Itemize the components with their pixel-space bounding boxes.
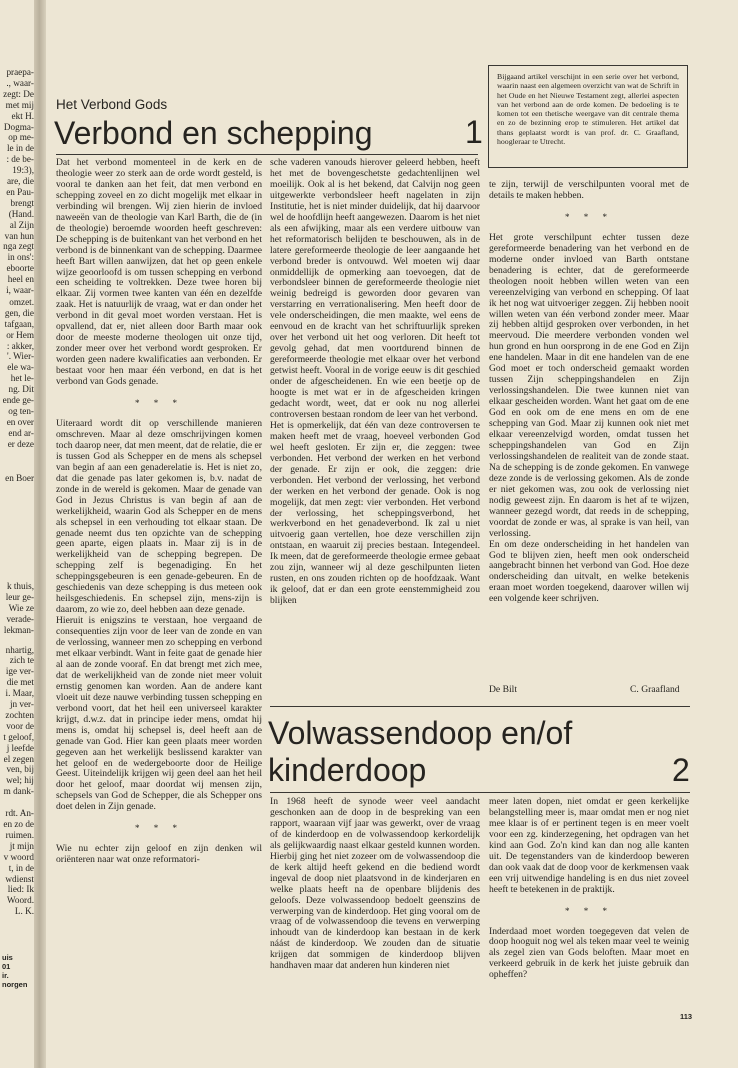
previous-page-line: jn ver- <box>9 699 34 709</box>
paragraph: In 1968 heeft de synode weer veel aandacht geschonken aan de doop in de bespreking van een rapport, waaraan vijf jaar was gewerkt, over de vraag of de kinderdoop en de volwassendoop kerkordelijk als gelijkwaardig naast elkaar gesteld kunnen worden. Hierbij ging het niet zozeer om de volwassendoop die de kerk altijd heeft gekend en die bediend wordt ingeval de doop niet plaatsvond in de kinderjaren en welke plaats heeft na de openbare blijdenis des geloofs. Deze volwassendoop bedoelt geenszins de verwerping van de kinderdoop. Het ging vooral om de vraag of de volwassendoop die tevens en verwerping inhoudt van de kinderdoop kan bestaan in de kerk náást de kinderdoop. We zouden dan de situatie krijgen dat sommigen de kinderdoop blijven handhaven maar dat anderen hun kinderen niet <box>270 797 480 972</box>
previous-page-line: tafgaan, <box>4 318 34 329</box>
article2-title <box>268 715 572 789</box>
previous-page-line: gen, die <box>4 307 34 318</box>
previous-page-line: : de be- <box>6 154 34 165</box>
section-label: Het Verbond Gods <box>56 97 168 112</box>
page-fold <box>34 0 46 1068</box>
previous-page-line: og ten- <box>8 405 34 416</box>
previous-page-line: er deze <box>7 438 34 449</box>
previous-page-line: j leefde <box>6 742 34 753</box>
previous-page-line: heel en <box>7 274 34 285</box>
previous-page-line: nhartig, <box>5 644 34 655</box>
previous-page-line: ng. Dit <box>8 384 34 395</box>
previous-page-line: brengt <box>10 197 34 208</box>
previous-page-line: el zegen <box>3 753 34 764</box>
paragraph: Hieruit is enigszins te verstaan, hoe vergaand de consequenties zijn voor de leer van de zonde en van de verlossing, wanneer men zo schepping en verbond met elkaar verbindt. Want in feite gaat de genade hier al aan de zonde vooraf. En dat brengt met zich mee, dat de werkelijkheid van de zonde niet meer voluit ernstig genomen kan worden. Aan de andere kant vloeit uit deze nauwe verbinding tussen schepping en verbond voort, dat het heil een universeel karakter krijgt, d.w.z. dat in principe ieder mens, omdat hij mens is, omdat hij schepsel is, deel heeft aan de genade van God. Hier kan geen plaats meer worden gegeven aan het werkelijk beslissend karakter van het geloof en de wedergeboorte door de Heilige Geest. Uiteindelijk krijgen wij geen deel aan het heil door het geloof, maar doordat wij mensen zijn, schepsels van God de Schepper, die als Schepper ons doet delen in Zijn genade. <box>56 615 262 813</box>
paragraph: Dat het verbond momenteel in de kerk en de theologie weer zo sterk aan de orde wordt gesteld, is vooral te danken aan het feit, dat men verbond en schepping zoveel en zo dicht mogelijk met elkaar in verbinding wil brengen. Wij zien hierin de invloed naweeën van de theologie van Karl Barth, die de (in de theologie) beroemde woorden heeft geschreven: De schepping is de buitenkant van het verbond en het verbond is de binnenkant van de schepping. Daarmee heeft Bart willen aanwijzen, dat het op geen enkele wijze geoorloofd is om tussen schepping en verbond een scheiding te voltrekken. Deze twee horen bij elkaar. Zij vormen twee kanten van één en dezelfde zaak. Het is natuurlijk de vraag, wat er dan onder het verbond in dit geval moet worden verstaan. Het is opvallend, dat er, niet alleen door Barth maar ook door de meeste moderne theologen uit onze tijd, zonder meer over het verbond wordt gesproken. Er worden geen nadere kwalificaties aan verbonden. Er bestaat voor hen maar één verbond, en dat is het verbond van Gods genade. <box>56 158 262 388</box>
previous-page-line: L. K. <box>14 906 34 917</box>
previous-page-line: or Hem <box>6 329 34 340</box>
article-number: 1 <box>465 114 483 150</box>
previous-page-line: het le- <box>10 373 34 384</box>
previous-page-note: uis <box>2 953 13 962</box>
section-divider: * * * <box>565 905 613 916</box>
previous-page-line: verade- <box>6 613 34 624</box>
previous-page-line: i, waar- <box>6 285 34 295</box>
previous-page-note: norgen <box>2 980 28 989</box>
previous-page-line: op me- <box>8 132 34 143</box>
article1-column-2 <box>270 158 480 693</box>
previous-page-line: ., waar- <box>6 77 34 88</box>
previous-page-line: ige ver- <box>5 666 34 677</box>
previous-page-line: rdt. An- <box>5 808 34 819</box>
previous-page-line: (Hand. <box>8 208 34 219</box>
previous-page-note: ir. <box>2 971 9 980</box>
previous-page-line: ende ge- <box>2 395 34 405</box>
author: C. Graafland <box>630 684 680 695</box>
paragraph: En om deze onderscheiding in het handelen van God te blijven zien, heeft men ook onderscheid aangebracht binnen het verbond van God. Hoe deze onderscheiding dan uitvalt, en welke betekenis eraan moet worden toegekend, daarover willen wij een volgende keer schrijven. <box>489 538 689 605</box>
previous-page-line: in ons': <box>7 252 34 263</box>
previous-page-line: 19:3), <box>12 165 34 176</box>
previous-page-line: Woord. <box>6 895 34 906</box>
previous-page-line: en Pau- <box>6 186 34 197</box>
previous-page-line: en zo de <box>3 819 34 829</box>
previous-page-line: en over <box>6 416 34 427</box>
previous-page-line: zochten <box>5 709 34 720</box>
article1-column-3 <box>489 180 689 680</box>
place: De Bilt <box>489 684 517 695</box>
article2-column-1 <box>270 797 480 1012</box>
title-rule <box>56 154 478 155</box>
article2-title-line-2: kinderdoop <box>268 752 427 788</box>
previous-page-line: zegt: De <box>3 88 34 99</box>
section-divider: * * * <box>135 398 183 409</box>
paragraph: sche vaderen vanouds hierover geleerd hebben, heeft het met de bovengeschetste gedachtenlijnen wel moeilijk. Ook al is het bekend, dat Calvijn nog geen uitgewerkte verbondsleer heeft nagelaten in zijn Institutie, het is niet minder duidelijk, dat hij daarvoor wel de hoofdlijn heeft aangewezen. Daarom is het niet als een afwijking, maar als een verdere uitbouw van het reformatorisch belijden te beschouwen, als in de latere gereformeerde theologie de leer aangaande het verbond breder is ontvouwd. Wel moeten wij daar onmiddellijk de opmerking aan toevoegen, dat de verbondsleer binnen de gereformeerde theologie niet weinig bedreigd is geworden door gevaren van verstarring en verrationalisering. Men heeft door de vele onderscheidingen, die men maakte, wel eens de eenvoud en de kracht van het schriftuurlijk spreken over het verbond uit het oog verloren. Dit heeft tot gevolg gehad, dat men voortdurend binnen de gereformeerde theologie met elkaar over het verbond getwist heeft. Vooral in de vorige eeuw is dit geschied onder de afgescheidenen. En wie een beetje op de hoogte is met wat er in de afgescheiden kringen gedacht wordt, weet, dat er ook nu nog allerlei controversen bestaan rondom de leer van het verbond. <box>270 158 480 420</box>
previous-page-line: met mij <box>5 99 34 110</box>
article1-column-1 <box>56 158 262 1010</box>
previous-page-line: lied: Ik <box>7 884 34 895</box>
previous-page-line: jt mijn <box>9 840 34 851</box>
previous-page-line: praepa- <box>6 67 34 77</box>
paragraph: Het is opmerkelijk, dat één van deze controversen te maken heeft met de vraag, hoeveel verbonden God wel heeft gesloten. Er zijn er, die zeggen: twee verbonden. Het verbond der werken en het verbond der genade. Er zijn er ook, die zeggen: drie verbonden. Het verbond der verlossing, het verbond der werken en het verbond der genade. Ook is nog mogelijk, dat men zegt: vier verbonden. Het verbond der verlossing, het scheppingsverbond, het werkverbond en het genadeverbond. Ik zal u niet uitvoerig gaan vertellen, hoe deze verschillen zijn ontstaan, en waaruit zij precies bestaan. Integendeel. Ik meen, dat de gereformeerde theologie ermee gebaat zou zijn, wanneer wij al deze geschilpunten lieten rusten, en ons zouden richten op de hoofdzaak. Want ik geloof, dat er dan een grote eenstemmigheid zou blijken <box>270 419 480 607</box>
page-number: 113 <box>680 1012 693 1021</box>
previous-page-note: 01 <box>2 962 11 971</box>
previous-page-strip <box>0 0 36 1068</box>
previous-page-line: v woord <box>3 851 34 862</box>
article2-title-rule <box>270 792 690 793</box>
previous-page-line: i. Maar, <box>5 688 34 699</box>
article2-column-2 <box>489 797 689 1012</box>
previous-page-line: ele wa- <box>7 362 34 373</box>
article2-number: 2 <box>672 752 690 788</box>
paragraph: Uiteraard wordt dit op verschillende manieren omschreven. Maar al deze omschrijvingen komen toch daarop neer, dat men meent, dat de relatie, die er is tussen God als Schepper en de mens als schepsel van begin af aan een genaderelatie is. Het is niet zo, dat die genade pas later gekomen is, b.v. nadat de zonde in de wereld is gekomen. Maar de genade van God in Jezus Christus is van begin af aan de werkelijkheid, waarin God als Schepper en de mens als schepsel in een verhouding tot elkaar staan. De genade neemt dus ten opzichte van de schepping geen aparte, eigen plaats in. Maar zij is in de werkelijkheid van de schepping begrepen. De schepping zelf is begenadiging. En het scheppingsgebeuren is een genade-gebeuren. En de geschiedenis van deze schepping is dus meteen ook heilsgeschiedenis. En schepsel zijn, mens-zijn is daarom, zo wie zo, deel hebben aan deze genade. <box>56 417 262 616</box>
previous-page-line: are, die <box>6 176 34 186</box>
previous-page-line: die met <box>6 677 34 688</box>
paragraph: Wie nu echter zijn geloof en zijn denken wil oriënteren naar wat onze reformatori- <box>56 843 262 866</box>
previous-page-line: : akker, <box>6 340 34 351</box>
section-divider: * * * <box>565 211 613 222</box>
previous-page-line: nga zegt <box>3 241 34 252</box>
previous-page-line: al Zijn <box>9 219 34 230</box>
section-divider: * * * <box>135 823 183 834</box>
previous-page-line: m dank- <box>3 786 34 797</box>
previous-page-line: omzet. <box>9 296 34 307</box>
previous-page-line: voor de <box>6 720 34 731</box>
previous-page-line: k thuis, <box>6 581 34 591</box>
previous-page-line: wdienst <box>5 873 34 884</box>
article2-title-line-1: Volwassendoop en/of <box>268 715 573 751</box>
previous-page-line: wel; hij <box>6 775 34 786</box>
paragraph: Inderdaad moet worden toegegeven dat velen de doop hooguit nog wel als teken maar veel te weinig als zegel zien van Gods beloften. Maar moet en verkeerd gebruik in de kerk het juiste gebruik dan opheffen? <box>489 925 689 981</box>
previous-page-line: ekt H. <box>11 110 34 121</box>
paragraph: Het grote verschilpunt echter tussen deze gereformeerde benadering van het verbond en de moderne onder invloed van Barth ontstane benadering is echter, dat de gereformeerde theologen nooit hebben willen weten van een vereenzelviging van verbond en schepping. Of laat ik het nog wat uitvoeriger zeggen. Zij hebben nooit willen weten van één verbond zonder meer. Maar zij hebben altijd gesproken over verbonden, in het meervoud. Die meerdere verbonden vonden wel hun grond en hun oorsprong in de ene God en Zijn ene handelen. Maar in dit ene handelen van de ene God moet er toch onderscheid gemaakt worden tussen Zijn scheppingshandelen en Zijn verlossingshandelen. Die twee kunnen niet van elkaar gescheiden worden. Want het gaat om de ene God en ook om de ene mens en om de ene schepping van God. Maar zij kunnen ook niet met elkaar vereenzelvigd worden, omdat tussen het scheppingshandelen van God en Zijn verlossingshandelen de realiteit van de zonde staat. Na de schepping is de zonde gekomen. En vanwege deze zonde is de verlossing gekomen. Als de zonde er niet gekomen was, zou ook de verlossing niet nodig geweest zijn. En daarom is het af te wijzen, wanneer gezegd wordt, dat reeds in de schepping, voordat de zonde er was, al sprake is van heil, van verlossing. <box>489 231 689 539</box>
article-title: Verbond en schepping <box>54 115 373 151</box>
previous-page-line: t, in de <box>8 862 34 873</box>
previous-page-line: eboorte <box>6 263 34 274</box>
previous-page-line: t geloof, <box>3 731 34 742</box>
article-separator-rule <box>270 706 690 707</box>
previous-page-line: '. Wier- <box>7 351 34 362</box>
previous-page-line: Wie ze <box>8 602 34 613</box>
previous-page-line: ven, bij <box>6 764 34 775</box>
previous-page-signature: en Boer <box>5 473 34 483</box>
previous-page-line: leur ge- <box>5 591 34 602</box>
intro-box: Bijgaand artikel verschijnt in een serie over het verbond, waarin naast een algemeen overzicht van wat de Schrift in het Oude en het Nieuwe Testament zegt, allerlei aspecten van het verbond aan de orde komen. De bedoeling is te komen tot een thetische weergave van dit centrale thema en zo de bezinning erop te stimuleren. Het artikel dat thans geplaatst wordt is van prof. dr. C. Graafland, hoogleraar te Utrecht. <box>488 65 688 168</box>
previous-page-line: zich te <box>9 655 34 666</box>
previous-page-line: le in de <box>6 143 34 154</box>
paragraph: meer laten dopen, niet omdat er geen kerkelijke belangstelling meer is, maar omdat men er nog niet mee klaar is of er pertinent tegen is en meer voelt voor een zg. kinderzegening, het opdragen van het kind aan God. Zo'n kind kan dan nog alle kanten uit. De tegenstanders van de kinderdoop beweren dan ook vaak dat de doop voor de kerkmensen vaak een vrij uitwendige handeling is en dus niet zoveel heeft te betekenen in de praktijk. <box>489 797 689 895</box>
previous-page-line: lekman- <box>3 624 34 635</box>
previous-page-line: van hun <box>4 230 34 241</box>
previous-page-line: ruimen. <box>5 829 34 840</box>
paragraph: te zijn, terwijl de verschilpunten vooral met de details te maken hebben. <box>489 180 689 201</box>
previous-page-line: end ar- <box>8 427 34 438</box>
previous-page-line: Dogma- <box>3 121 34 132</box>
